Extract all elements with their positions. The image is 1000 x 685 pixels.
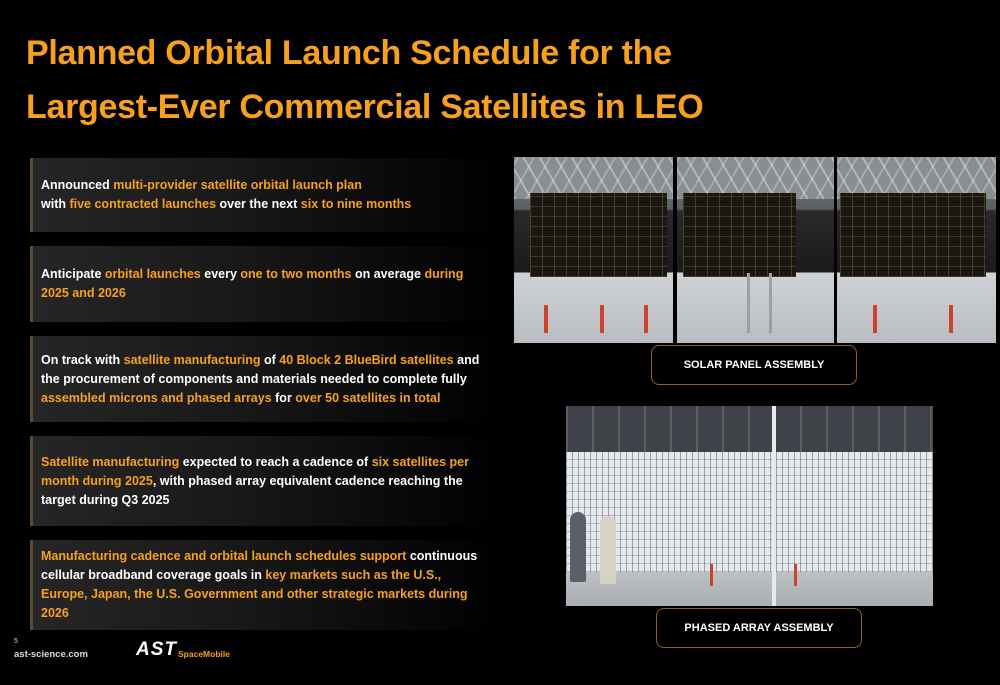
highlight-text: Manufacturing cadence and orbital launch schedules support: [41, 549, 407, 563]
highlight-text: one to two months: [240, 267, 352, 281]
bullet-manufacturing-status: [30, 336, 498, 422]
bullet-text: [41, 176, 411, 214]
solar-panel-array: [840, 193, 986, 277]
bullet-text: [41, 351, 490, 408]
support-stand: [600, 305, 604, 333]
highlight-text: assembled microns and phased arrays: [41, 390, 272, 405]
solar-panel-photo-3: [837, 157, 996, 343]
highlight-text: satellite manufacturing: [123, 352, 261, 367]
body-text: over the next: [216, 197, 301, 211]
title-line-1: Planned Orbital Launch Schedule for the: [26, 34, 672, 72]
highlight-text: Satellite manufacturing: [41, 454, 180, 469]
body-text: Anticipate: [41, 267, 105, 281]
bullet-text: [41, 453, 490, 510]
website-link[interactable]: ast-science.com: [14, 649, 88, 660]
solar-panel-caption: SOLAR PANEL ASSEMBLY: [651, 345, 857, 385]
company-logo: [136, 640, 230, 659]
solar-panel-array: [530, 193, 667, 277]
support-stand: [873, 305, 877, 333]
body-text: every: [200, 267, 241, 281]
solar-panel-array: [683, 193, 796, 277]
body-text: continuous cellular broadband coverage goals in: [41, 549, 478, 582]
logo-main-text: AST: [136, 639, 177, 660]
support-stand: [710, 564, 713, 586]
body-text: Announced: [41, 178, 114, 192]
solar-panel-photo-2: [677, 157, 834, 343]
phased-array-caption: PHASED ARRAY ASSEMBLY: [656, 608, 862, 648]
body-text: and the procurement of components and materials needed to complete fully: [41, 352, 480, 386]
highlight-text: 40 Block 2 BlueBird satellites: [279, 352, 454, 367]
highlight-text: five contracted launches: [69, 197, 217, 211]
bullet-launch-plan: [30, 158, 498, 232]
highlight-text: six satellites per month during 2025: [41, 454, 469, 488]
phased-array-photo: [566, 406, 933, 606]
bullet-coverage-goals: [30, 540, 498, 630]
body-text: On track with: [41, 352, 124, 367]
body-text: for: [271, 390, 296, 405]
logo-sub-text: SpaceMobile: [178, 649, 230, 659]
ladder: [769, 273, 772, 333]
bullet-manufacturing-cadence: [30, 436, 498, 526]
body-text: , with phased array equivalent cadence reaching the target during Q3 2025: [41, 473, 463, 507]
page-number: 5: [14, 638, 18, 645]
highlight-text: key markets such as the U.S., Europe, Japan, the U.S. Government and other strategic markets during 2026: [41, 568, 468, 620]
support-stand: [794, 564, 797, 586]
bullet-text: [41, 265, 490, 303]
solar-panel-photo-1: [514, 157, 673, 343]
title-line-2: Largest-Ever Commercial Satellites in LEO: [26, 88, 704, 126]
support-stand: [644, 305, 648, 333]
highlight-text: orbital launches: [104, 267, 201, 281]
body-text: of: [260, 352, 280, 367]
bullet-text: [41, 547, 490, 623]
highlight-text: six to nine months: [300, 197, 412, 211]
highlight-text: over 50 satellites in total: [295, 390, 441, 405]
ceiling: [566, 406, 933, 452]
body-text: on average: [351, 267, 425, 281]
highlight-text: during 2025 and 2026: [41, 267, 464, 300]
ladder: [747, 273, 750, 333]
body-text: expected to reach a cadence of: [179, 454, 372, 469]
bullet-launch-cadence: [30, 246, 498, 322]
body-text: with: [41, 197, 70, 211]
highlight-text: multi-provider satellite orbital launch plan: [113, 178, 362, 192]
support-stand: [544, 305, 548, 333]
phased-array-grid: [566, 452, 933, 572]
support-stand: [949, 305, 953, 333]
page-title: [26, 26, 786, 134]
person-figure: [600, 516, 616, 584]
person-figure: [570, 512, 586, 582]
column: [772, 406, 776, 606]
